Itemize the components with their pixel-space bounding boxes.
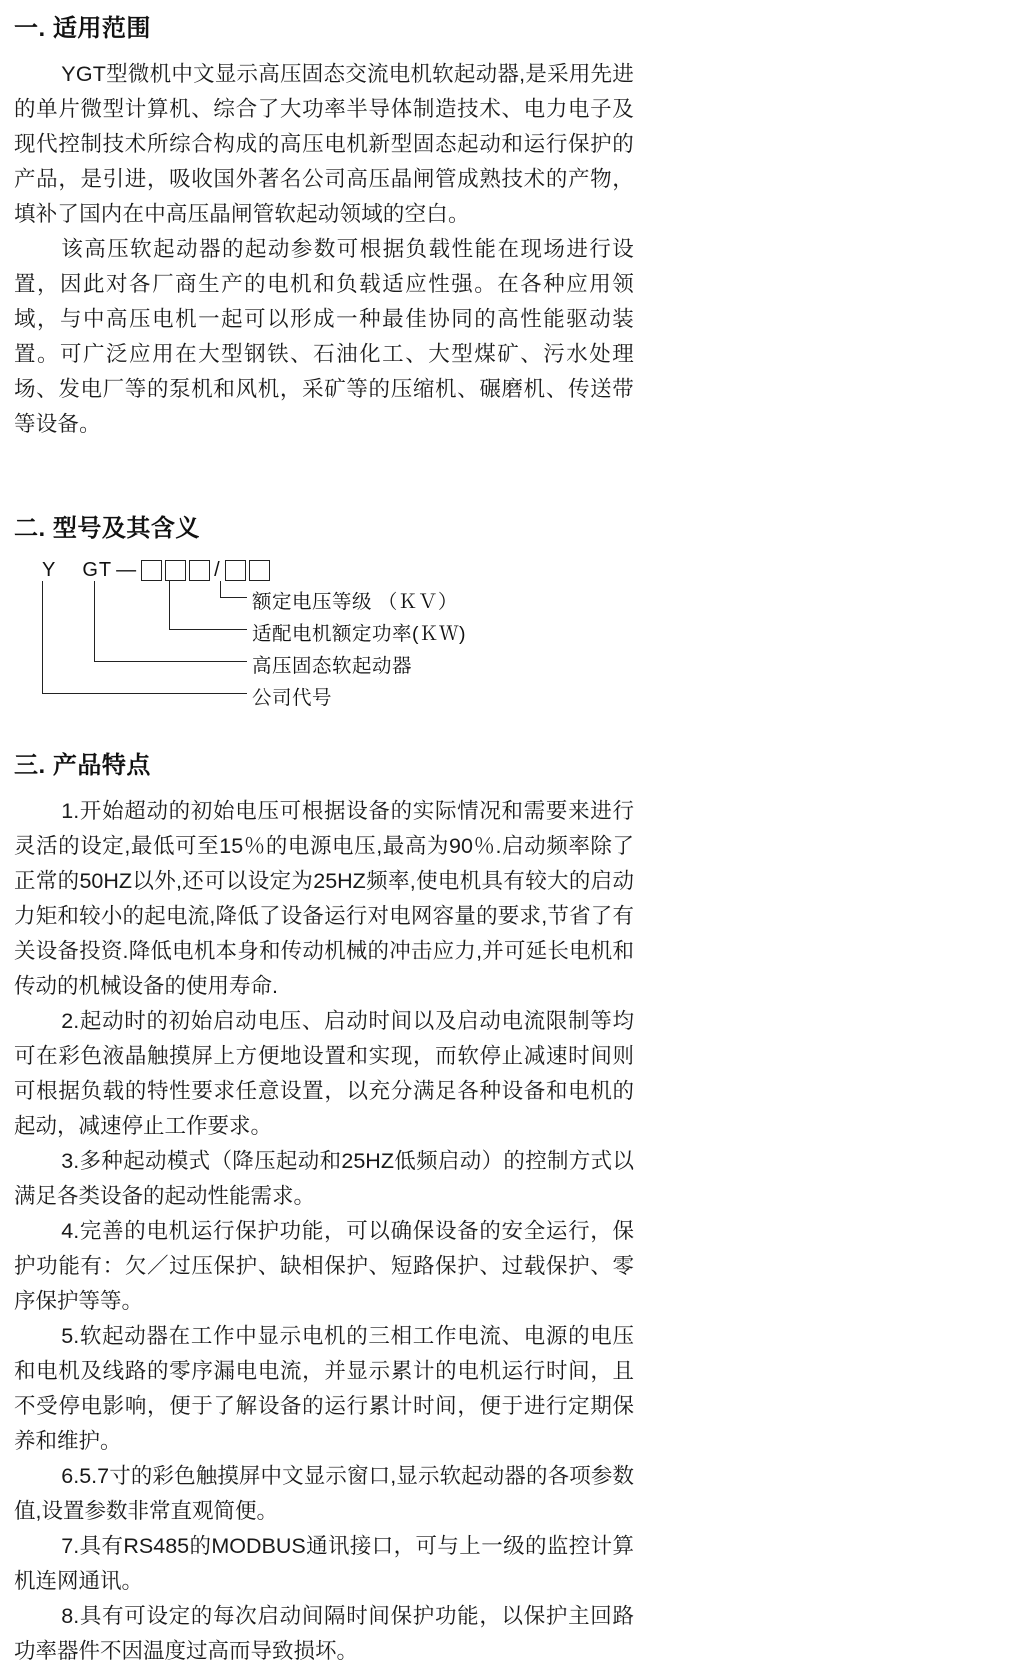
scope-paragraph-1: YGT型微机中文显示高压固态交流电机软起动器,是采用先进的单片微型计算机、综合了大功率半导体制造技术、电力电子及现代控制技术所综合构成的高压电机新型固态起动和运行保护的产品，是引进，吸收国外著名公司高压晶闸管成熟技术的产物，填补了国内在中高压晶闸管软起动领域的空白。 xyxy=(14,62,634,226)
feature-item-7: 7.具有RS485的MODBUS通讯接口，可与上一级的监控计算机连网通讯。 xyxy=(14,1534,634,1593)
feature-item-6: 6.5.7寸的彩色触摸屏中文显示窗口,显示软起动器的各项参数值,设置参数非常直观简便。 xyxy=(14,1464,634,1523)
scope-paragraph-2: 该高压软起动器的起动参数可根据负载性能在现场进行设置，因此对各厂商生产的电机和负载适应性强。在各种应用领域，与中高压电机一起可以形成一种最佳协同的高性能驱动装置。可广泛应用在大型钢铁、石油化工、大型煤矿、污水处理场、发电厂等的泵机和风机，采矿等的压缩机、碾磨机、传送带等设备。 xyxy=(14,237,634,436)
feature-item-2: 2.起动时的初始启动电压、启动时间以及启动电流限制等均可在彩色液晶触摸屏上方便地设置和实现，而软停止减速时间则可根据负载的特性要求任意设置，以充分满足各种设备和电机的起动，减速停止工作要求。 xyxy=(14,1009,634,1138)
model-code-power-box-3 xyxy=(189,560,210,581)
leader-line-company xyxy=(42,581,247,694)
document-page xyxy=(0,8,1015,1663)
page-content xyxy=(0,8,1015,1669)
model-code-voltage-box-2 xyxy=(249,560,270,581)
spacer-1 xyxy=(14,442,997,508)
features-list xyxy=(14,794,997,1669)
model-code-company: Y xyxy=(42,559,57,581)
spacer-2 xyxy=(14,719,997,745)
feature-item-5: 5.软起动器在工作中显示电机的三相工作电流、电源的电压和电机及线路的零序漏电电流，并显示累计的电机运行时间，且不受停电影响，便于了解设备的运行累计时间，便于进行定期保养和维护。 xyxy=(14,1324,634,1453)
feature-item-8: 8.具有可设定的每次启动间隔时间保护功能，以保护主回路功率器件不因温度过高而导致损坏。 xyxy=(14,1604,634,1663)
model-code-dash: — xyxy=(116,559,138,581)
section-title-model: 二. 型号及其含义 xyxy=(14,515,200,542)
model-code-voltage-box-1 xyxy=(225,560,246,581)
section-title-scope: 一. 适用范围 xyxy=(14,15,151,42)
model-code-row xyxy=(42,559,272,582)
section-scope xyxy=(14,8,997,442)
model-label-power: 适配电机额定功率(ＫＷ) xyxy=(252,623,466,645)
model-code-power-box-2 xyxy=(165,560,186,581)
feature-item-4: 4.完善的电机运行保护功能，可以确保设备的安全运行，保护功能有：欠／过压保护、缺相保护、短路保护、过载保护、零序保护等等。 xyxy=(14,1219,634,1313)
feature-item-3: 3.多种起动模式（降压起动和25HZ低频启动）的控制方式以满足各类设备的起动性能需求。 xyxy=(14,1149,634,1208)
model-code-series: GT xyxy=(82,559,113,581)
feature-item-1: 1.开始超动的初始电压可根据设备的实际情况和需要来进行灵活的设定,最低可至15％的电源电压,最高为90％.启动频率除了正常的50HZ以外,还可以设定为25HZ频率,使电机具有较大的启动力矩和较小的起电流,降低了设备运行对电网容量的要求,节省了有关设备投资.降低电机本身和传动机械的冲击应力,并可延长电机和传动的机械设备的使用寿命. xyxy=(14,799,634,998)
model-label-device: 高压固态软起动器 xyxy=(252,655,413,677)
model-label-voltage: 额定电压等级 （ＫＶ） xyxy=(252,591,458,613)
model-code-power-box-1 xyxy=(141,560,162,581)
section-title-features: 三. 产品特点 xyxy=(14,752,151,779)
section-features xyxy=(14,745,997,1669)
model-code-slash: / xyxy=(214,559,221,581)
section-model xyxy=(14,508,997,719)
model-label-company: 公司代号 xyxy=(252,687,333,709)
model-code-diagram xyxy=(24,559,684,719)
